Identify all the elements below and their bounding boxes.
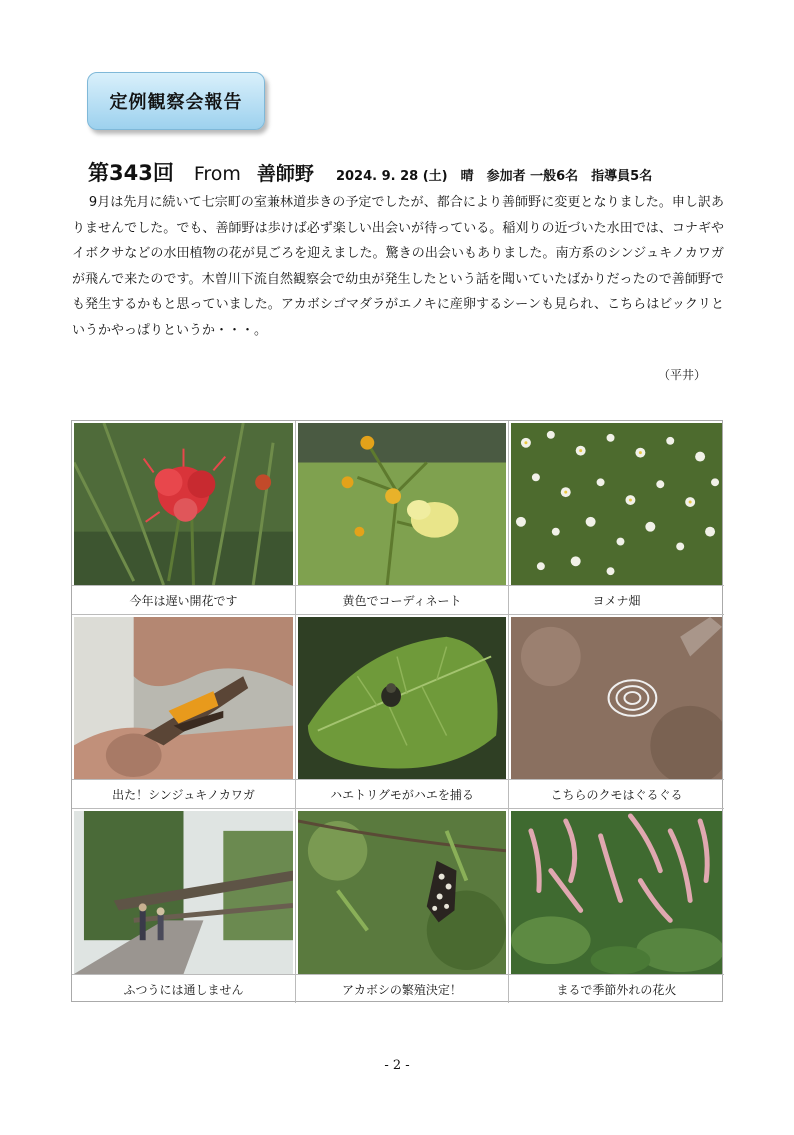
- photo-moth-in-hand: [74, 617, 293, 779]
- photo-caption: ヨメナ畑: [509, 585, 724, 614]
- photo-red-spider-lily: [74, 423, 293, 585]
- report-from: From: [193, 163, 241, 185]
- photo-cell: [72, 615, 296, 809]
- photo-caption: アカボシの繁殖決定！: [296, 974, 508, 1003]
- photo-cell: [296, 809, 509, 1003]
- photo-caption: 出た！シンジュキノカワガ: [72, 779, 295, 808]
- photo-yellow-butterfly: [298, 423, 506, 585]
- page-number: - 2 -: [384, 1058, 410, 1073]
- photo-caption: ふつうには通しません: [72, 974, 295, 1003]
- photo-caption: こちらのクモはぐるぐる: [509, 779, 724, 808]
- photo-cell: [72, 421, 296, 615]
- photo-cell: [509, 615, 724, 809]
- photo-akaboshi-butterfly: [298, 811, 506, 974]
- photo-cell: [72, 809, 296, 1003]
- photo-cell: [296, 421, 509, 615]
- section-badge-label: 定例観察会報告: [109, 92, 243, 113]
- photo-cell: [296, 615, 509, 809]
- photo-caption: 今年は遅い開花です: [72, 585, 295, 614]
- photo-fallen-trees-path: [74, 811, 293, 974]
- section-badge: [87, 72, 265, 130]
- photo-caption: 黄色でコーディネート: [296, 585, 508, 614]
- photo-caption: ハエトリグモがハエを捕る: [296, 779, 508, 808]
- photo-spiral-spider-web: [511, 617, 722, 779]
- report-author: （平井）: [657, 368, 706, 382]
- report-body: 9月は先月に続いて七宗町の室兼林道歩きの予定でしたが、都合により善師野に変更となりました。申し訳ありませんでした。でも、善師野は歩けば必ず楽しい出会いが待っている。稲刈りの近づいた水田では、コナギやイボクサなどの水田植物の花が見ごろを迎えました。驚きの出会いもありました。南方系のシンジュキノカワガが飛んで来たのです。木曽川下流自然観察会で幼虫が発生したという話を聞いていたばかりだったので善師野でも発生するかもと思っていました。アカボシゴマダラがエノキに産卵するシーンも見られ、こちらはビックリというかやっぱりというか・・・。: [72, 195, 724, 338]
- photo-caption: まるで季節外れの花火: [509, 974, 724, 1003]
- photo-grid: [71, 420, 723, 1002]
- report-title: [88, 157, 728, 187]
- photo-pink-knotweed: [511, 811, 722, 974]
- photo-yomena-field: [511, 423, 722, 585]
- photo-cell: [509, 421, 724, 615]
- report-meta: 2024. 9. 28 (土) 晴 参加者 一般6名 指導員5名: [335, 169, 653, 184]
- photo-cell: [509, 809, 724, 1003]
- report-place: 善師野: [256, 163, 314, 185]
- photo-jumping-spider: [298, 617, 506, 779]
- report-number: 第343回: [88, 161, 174, 185]
